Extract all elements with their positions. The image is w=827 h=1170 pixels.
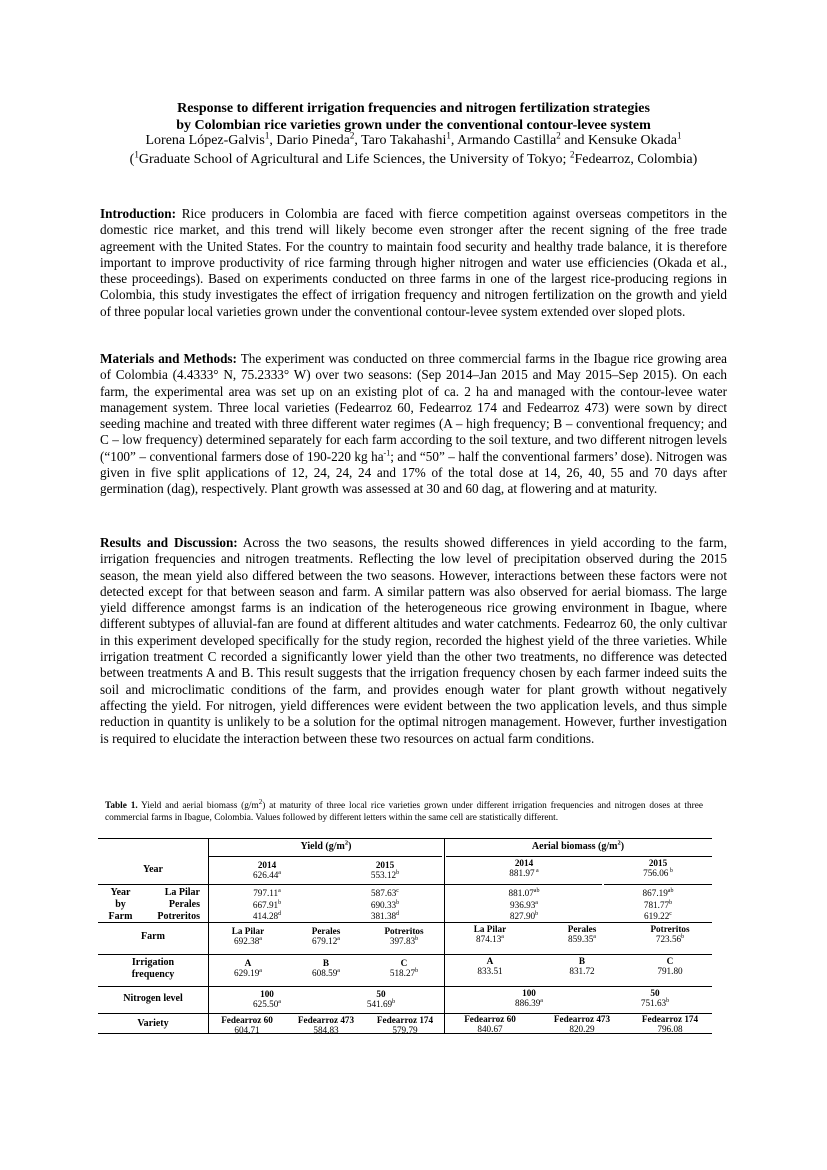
results-table: [98, 838, 712, 1034]
results-heading: Results and Discussion:: [100, 535, 238, 550]
methods-paragraph: Materials and Methods: The experiment was conducted on three commercial farms in the Ibague rice growing area of Colombia (4.4333° N, 75.2333° W) over two seasons: (Sep 2014–Jan 2015 and May 2015–Sep 2015). On each farm, the experimental area was set up on an existing plot of ca. 2 ha and managed with the contour-levee water management system. Three local varieties (Fedearroz 60, Fedearroz 174 and Fedearroz 473) were sown by direct seeding machine and treated with three different water regimes (A – high frequency; B – conventional frequency; and C – low frequency) determined separately for each farm according to the soil texture, and two different nitrogen levels (“100” – conventional farmers dose of 190-220 kg $ha^{-1}$; and “50” – half the conventional farmers’ dose). Nitrogen was given in five split applications of 12, 24, 24, 24 and 17% of the total dose at 14, 26, 40, 55 and 70 days after germination (dag), respectively. Plant growth was assessed at 30 and 60 dag, at flowering and at maturity.: [100, 351, 728, 497]
author: Lorena López-Galvis$^1$,: [145, 130, 277, 148]
biomass-header: Aerial biomass $(g/m^2)$: [531, 839, 625, 852]
table-cell: 50 541.69$^b$: [366, 989, 396, 1009]
paper-title: [60, 100, 767, 134]
results-paragraph: Results and Discussion: Across the two seasons, the results showed differences in yield according to the farm, irrigation frequencies and nitrogen treatments. Reflecting the low level of precipitation observed during the 2015 season, the mean yield also differed between the two seasons. However, interactions between these factors were not detected except for that between season and farm. A similar pattern was also observed for aerial biomass. The large yield difference amongst farms is an indication of the heterogeneous rice growing environment in Ibague, where different subtypes of alluvial-fan are found at different altitudes and water catchments. Fedearroz 60, the only cultivar in this experiment developed specifically for the study region, recorded the highest yield of the three varieties. While irrigation treatment C recorded a significantly lower yield than the other two treatments, no difference was detected between treatments A and B. This result suggests that the irrigation frequency chosen by each farmer indeed suits the soil and microclimatic conditions of the farm, and provides enough water for plant growth without negatively affecting the yield. For nitrogen, yield differences were evident between the two application levels, and thus simple reduction in quantity is unlikely to be a solution for the optimal nitrogen management. However, further investigation is required to elucidate the interaction between these two resources on actual farm conditions.: [100, 535, 727, 746]
table-cell: Fedearroz 473 820.29: [553, 1014, 611, 1034]
author: Taro Takahashi$^1$,: [361, 130, 458, 148]
table-cell: Perales 679.12$^a$: [311, 926, 341, 946]
table-cell: C 518.27$^b$: [389, 958, 419, 978]
methods-heading: Materials and Methods:: [100, 351, 237, 366]
table-cell: 867.19$^{ab}$ 781.77$^b$ 619.22$^c$: [642, 887, 674, 921]
author: Armando Castilla$^2$ and: [457, 130, 588, 148]
table-cell: 2014 881.97 $^a$: [509, 858, 539, 878]
table-cell: 100 886.39$^a$: [515, 988, 543, 1008]
table-cell: Fedearroz 60 604.71: [221, 1015, 273, 1035]
table-cell: Fedearroz 174 796.08: [641, 1014, 699, 1034]
table-caption: Table 1. Yield and aerial biomass $(g/m^2)$ at maturity of three local rice varieties grown under different irrigation frequencies and nitrogen doses at three commercial farms in Ibague, Colombia. Values followed by different letters within the same cell are statistically different.: [105, 797, 703, 823]
affiliations: ($^1$Graduate School of Agricultural and Life Sciences, the University of Tokyo; $^2$Fedearroz, Colombia): [129, 149, 698, 167]
table-cell: 2014 626.44$^a$: [253, 860, 281, 880]
row-label-variety: Variety: [137, 1018, 169, 1029]
row-label-irrigation: Irrigation frequency: [131, 957, 175, 980]
introduction-heading: Introduction:: [100, 206, 176, 221]
row-label-farm: Farm: [141, 931, 165, 942]
table-cell: 587.63$^c$ 690.33$^b$ 381.38$^d$: [370, 887, 400, 921]
table-cell: 2015 553.12$^b$: [370, 860, 400, 880]
row-label-year: Year: [143, 864, 163, 875]
table-cell: La Pilar 692.38$^a$: [231, 926, 265, 946]
introduction-paragraph: Introduction: Rice producers in Colombia are faced with fierce competition against overseas competitors in the domestic rice market, and this trend will likely become even stronger after the recent signing of the free trade agreement with the United States. For the country to maintain food security and healthy trade balance, it is therefore important to improve productivity of rice farming through higher nitrogen and water use efficiencies (Okada et al., these proceedings). Based on experiments conducted on three farms in one of the largest rice-producing regions in Colombia, this study investigates the effect of irrigation frequency and nitrogen fertilization on the growth and yield of three popular local varieties grown under the conventional contour-levee system extended over sloped plots.: [100, 206, 727, 319]
table-cell: 881.07$^{ab}$ 936.93$^a$ 827.90$^b$: [508, 887, 540, 921]
table-cell: Fedearroz 473 584.83: [297, 1015, 355, 1035]
table-cell: Fedearroz 174 579.79: [376, 1015, 434, 1035]
table-cell: 100 625.50$^a$: [253, 989, 281, 1009]
title-line-1: Response to different irrigation frequencies and nitrogen fertilization strategies: [177, 101, 650, 116]
table-cell: A 629.19$^a$: [234, 958, 262, 978]
row-label-farm-names: La Pilar Perales Potreritos: [157, 887, 200, 922]
table-cell: Potreritos 397.83$^b$: [384, 926, 424, 946]
table-cell: 797.11$^a$ 667.91$^b$ 414.28$^d$: [252, 887, 282, 921]
author: Dario Pineda$^2$,: [276, 130, 362, 148]
table-cell: B 608.59$^a$: [312, 958, 340, 978]
table-cell: 50 751.63$^b$: [640, 988, 670, 1008]
yield-header: Yield $(g/m^2)$: [300, 839, 352, 852]
author: Kensuke Okada$^1$: [587, 130, 682, 148]
table-cell: Fedearroz 60 840.67: [464, 1014, 516, 1034]
title-line-2: by Colombian rice varieties grown under the conventional contour-levee system: [176, 118, 651, 133]
table-cell: Potreritos 723.56$^b$: [650, 924, 690, 944]
author-list: [60, 132, 767, 150]
row-label-year-by-farm: Year by Farm: [108, 887, 133, 922]
row-label-nitrogen: Nitrogen level: [123, 993, 183, 1004]
table-cell: 2015 756.06 $^b$: [643, 858, 673, 878]
table-cell: A 833.51: [477, 956, 503, 976]
table-cell: C 791.80: [657, 956, 683, 976]
table-cell: B 831.72: [569, 956, 595, 976]
table-cell: La Pilar 874.13$^a$: [473, 924, 507, 944]
table-cell: Perales 859.35$^a$: [567, 924, 597, 944]
